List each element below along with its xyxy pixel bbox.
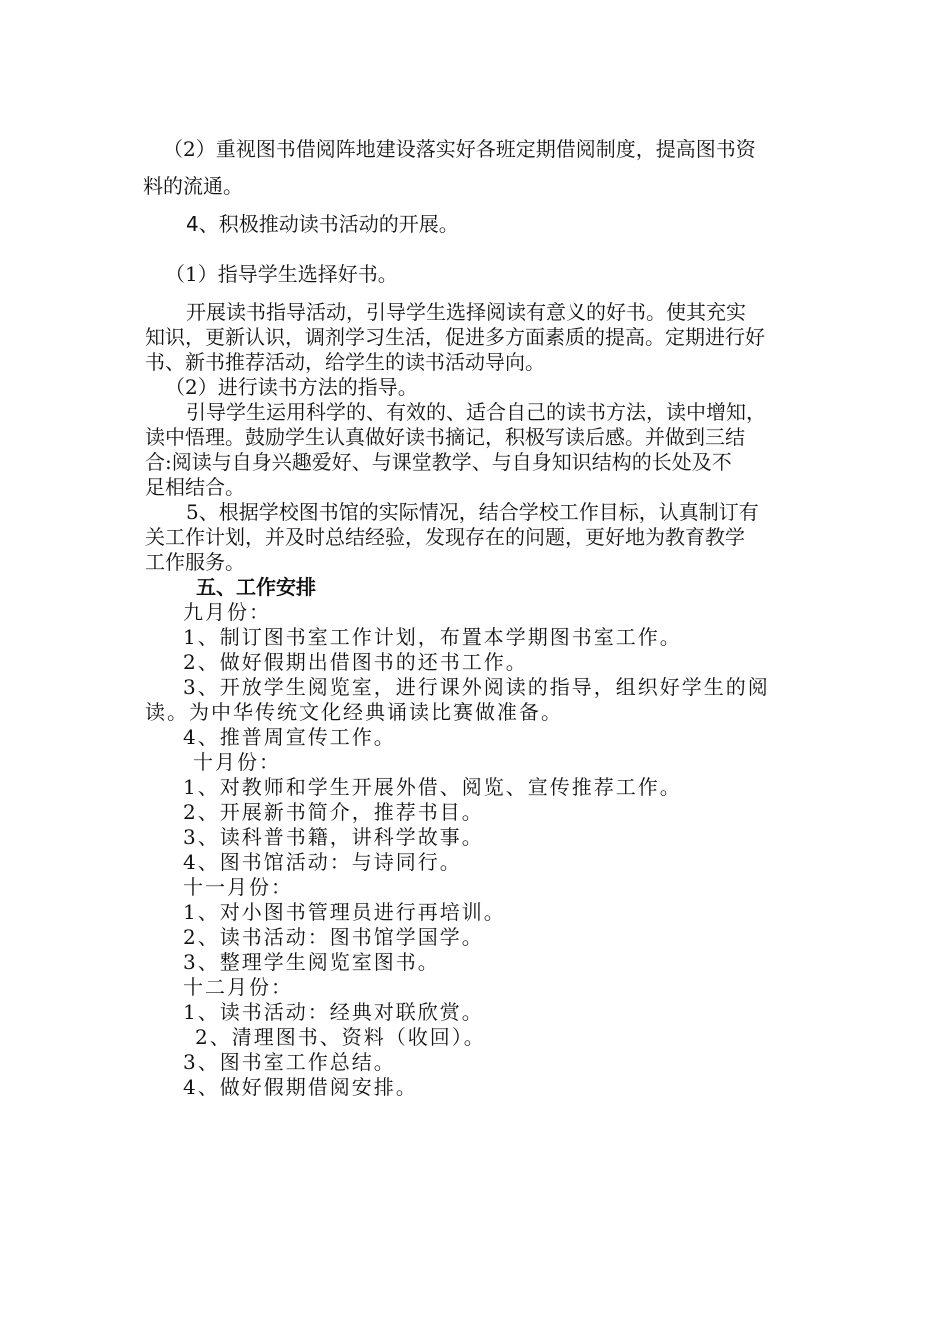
subsection-2-body-line-1: 引导学生运用科学的、有效的、适合自己的读书方法，读中增知， — [186, 400, 766, 424]
section-5-heading: 五、工作安排 — [196, 575, 316, 599]
december-item-2: 2、清理图书、资料（收回）。 — [195, 1025, 486, 1049]
september-item-3-line-1: 3、开放学生阅览室，进行课外阅读的指导，组织好学生的阅 — [183, 675, 770, 699]
subsection-2-body-line-4: 足相结合。 — [145, 475, 245, 499]
november-label: 十一月份： — [183, 875, 293, 899]
october-item-1: 1、对教师和学生开展外借、阅览、宣传推荐工作。 — [183, 775, 682, 799]
december-item-4: 4、做好假期借阅安排。 — [183, 1075, 418, 1099]
item-5-line-3: 工作服务。 — [145, 550, 245, 574]
december-item-3: 3、图书室工作总结。 — [183, 1050, 396, 1074]
october-label: 十月份： — [193, 750, 281, 774]
november-item-3: 3、整理学生阅览室图书。 — [183, 950, 440, 974]
section-4-title: 4、积极推动读书活动的开展。 — [186, 212, 459, 236]
september-label: 九月份： — [183, 600, 271, 624]
subsection-2-body-line-2: 读中悟理。鼓励学生认真做好读书摘记，积极写读后感。并做到三结 — [145, 425, 745, 449]
subsection-2-title: （2）进行读书方法的指导。 — [165, 375, 418, 399]
subsection-1-body-line-2: 知识，更新认识，调剂学习生活，促进多方面素质的提高。定期进行好 — [145, 325, 765, 349]
item-2-line-2: 料的流通。 — [143, 174, 243, 198]
november-item-1: 1、对小图书管理员进行再培训。 — [183, 900, 506, 924]
september-item-1: 1、制订图书室工作计划，布置本学期图书室工作。 — [183, 625, 682, 649]
item-5-line-2: 关工作计划，并及时总结经验，发现存在的问题，更好地为教育教学 — [145, 525, 745, 549]
december-label: 十二月份： — [183, 975, 293, 999]
september-item-2: 2、做好假期出借图书的还书工作。 — [183, 650, 528, 674]
september-item-4: 4、推普周宣传工作。 — [183, 725, 396, 749]
september-item-3-line-2: 读。为中华传统文化经典诵读比赛做准备。 — [145, 700, 563, 724]
subsection-2-body-line-3: 合:阅读与自身兴趣爱好、与课堂教学、与自身知识结构的长处及不 — [145, 450, 732, 474]
october-item-4: 4、图书馆活动：与诗同行。 — [183, 850, 462, 874]
item-2-line-1: （2）重视图书借阅阵地建设落实好各班定期借阅制度，提高图书资 — [163, 137, 756, 161]
october-item-2: 2、开展新书简介，推荐书目。 — [183, 800, 484, 824]
subsection-1-title: （1）指导学生选择好书。 — [165, 262, 398, 286]
december-item-1: 1、读书活动：经典对联欣赏。 — [183, 1000, 484, 1024]
subsection-1-body-line-3: 书、新书推荐活动，给学生的读书活动导向。 — [145, 350, 545, 374]
november-item-2: 2、读书活动：图书馆学国学。 — [183, 925, 484, 949]
subsection-1-body-line-1: 开展读书指导活动，引导学生选择阅读有意义的好书。使其充实 — [186, 300, 746, 324]
item-5-line-1: 5、根据学校图书馆的实际情况，结合学校工作目标，认真制订有 — [186, 500, 759, 524]
october-item-3: 3、读科普书籍，讲科学故事。 — [183, 825, 484, 849]
